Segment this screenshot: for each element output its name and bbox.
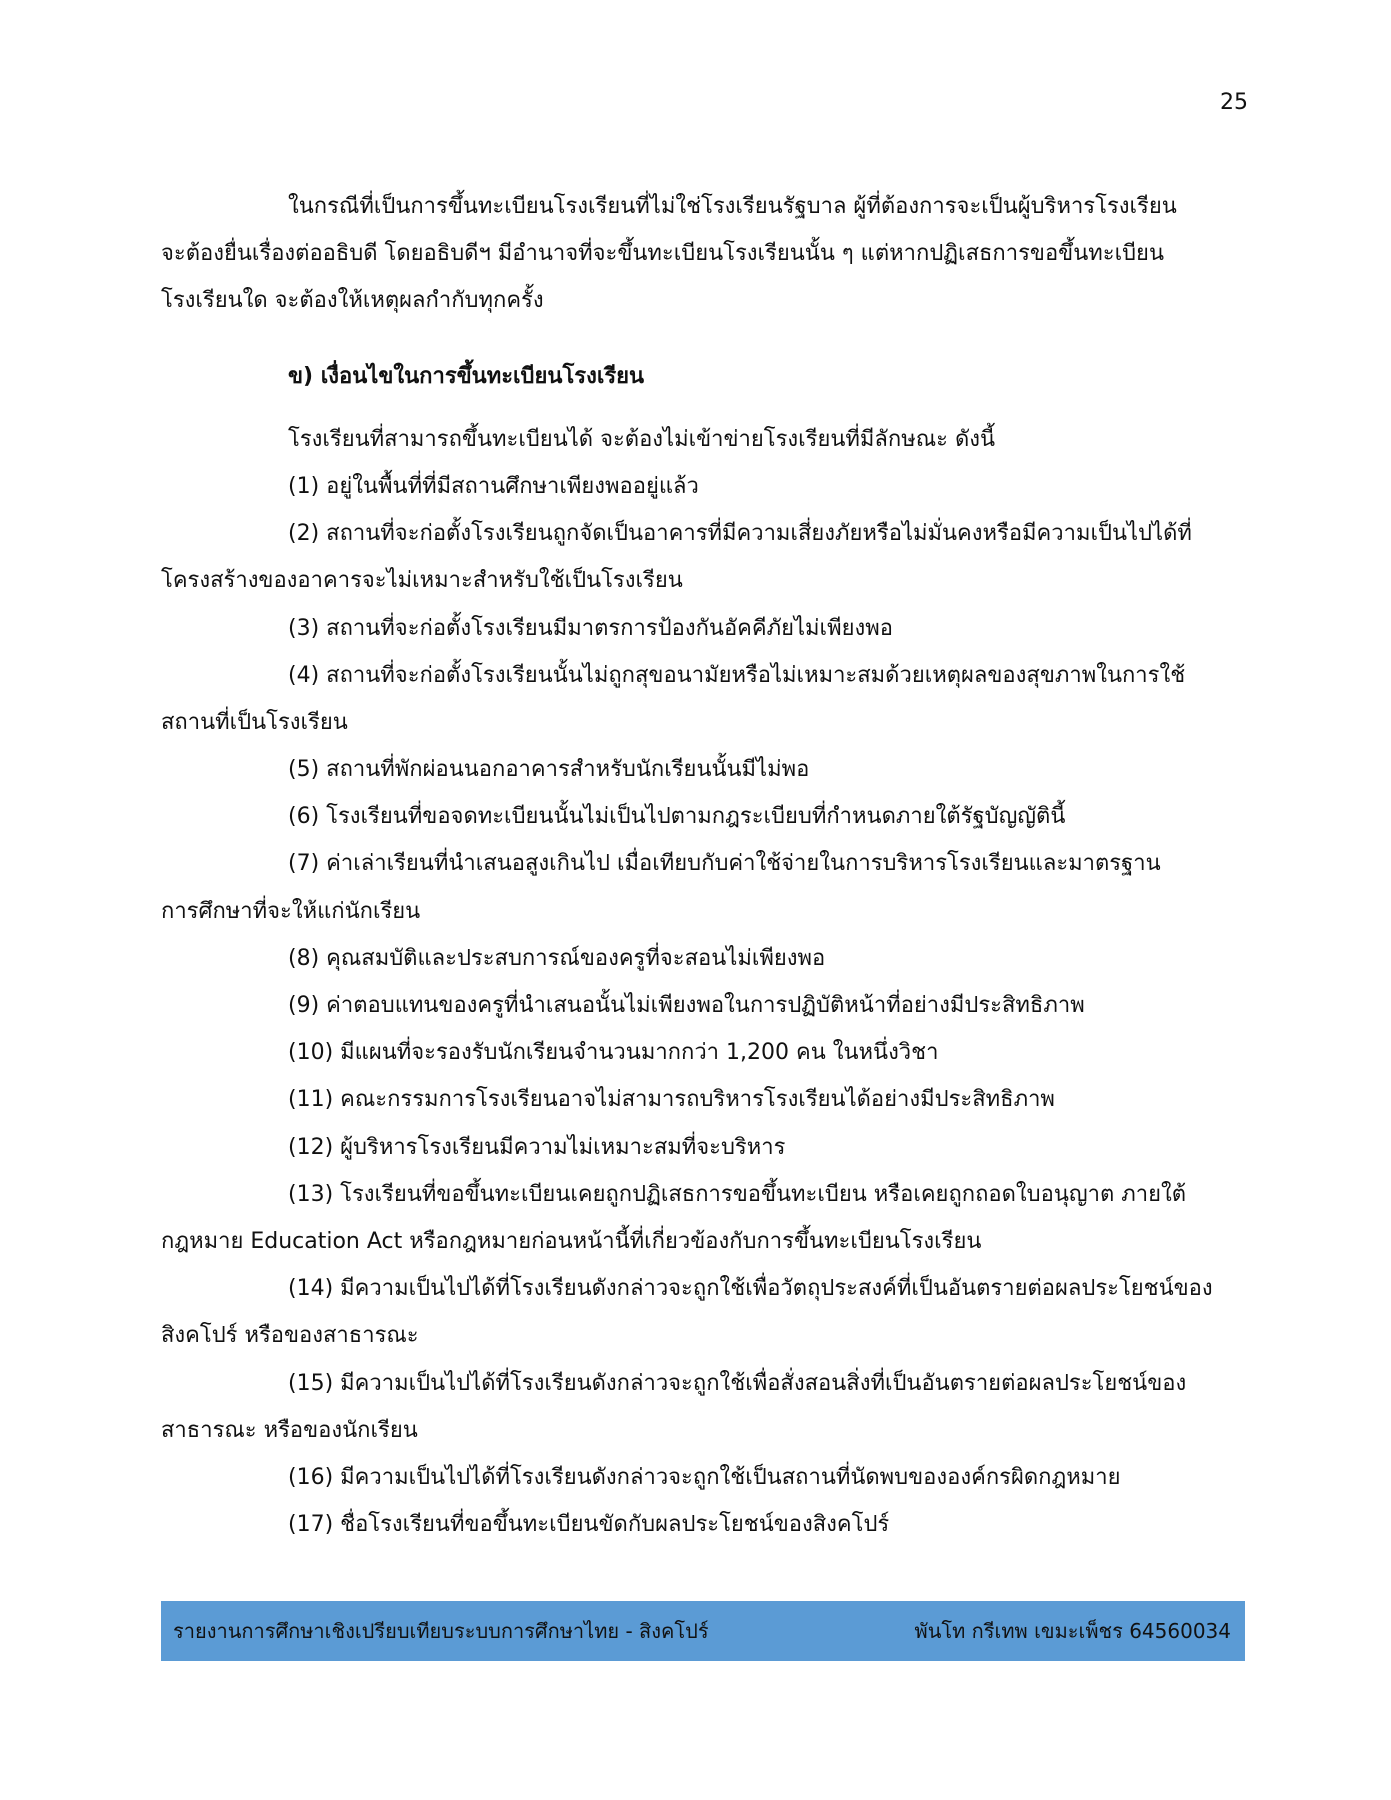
- list-item-line: (1) อยู่ในพื้นที่ที่มีสถานศึกษาเพียงพออยู่แล้ว: [288, 473, 699, 499]
- paragraph-line: ในกรณีที่เป็นการขึ้นทะเบียนโรงเรียนที่ไม่ใช่โรงเรียนรัฐบาล ผู้ที่ต้องการจะเป็นผู้บริหารโรงเรียน: [288, 194, 1177, 219]
- list-item-line: โครงสร้างของอาคารจะไม่เหมาะสำหรับใช้เป็นโรงเรียน: [161, 568, 683, 594]
- footer-bar: [161, 1601, 1245, 1661]
- list-item-line: (13) โรงเรียนที่ขอขึ้นทะเบียนเคยถูกปฏิเสธการขอขึ้นทะเบียน หรือเคยถูกถอดใบอนุญาต ภายใต้: [288, 1181, 1187, 1207]
- list-item-line: (16) มีความเป็นไปได้ที่โรงเรียนดังกล่าวจะถูกใช้เป็นสถานที่นัดพบขององค์กรผิดกฎหมาย: [288, 1464, 1121, 1490]
- list-item-line: (11) คณะกรรมการโรงเรียนอาจไม่สามารถบริหารโรงเรียนได้อย่างมีประสิทธิภาพ: [288, 1087, 1055, 1113]
- list-item-line: (10) มีแผนที่จะรองรับนักเรียนจำนวนมากกว่า 1,200 คน ในหนึ่งวิชา: [288, 1040, 939, 1066]
- section-heading: ข) เงื่อนไขในการขึ้นทะเบียนโรงเรียน: [288, 363, 645, 389]
- list-item-line: (6) โรงเรียนที่ขอจดทะเบียนนั้นไม่เป็นไปตามกฎระเบียบที่กำหนดภายใต้รัฐบัญญัตินี้: [288, 804, 1066, 830]
- document-body: [161, 183, 1245, 1548]
- paragraph-line: โรงเรียนใด จะต้องให้เหตุผลกำกับทุกครั้ง: [161, 288, 544, 314]
- list-item-line: สาธารณะ หรือของนักเรียน: [161, 1417, 418, 1443]
- list-item: [161, 746, 1245, 793]
- list-item: [161, 1501, 1245, 1548]
- lead-paragraph: โรงเรียนที่สามารถขึ้นทะเบียนได้ จะต้องไม่เข้าข่ายโรงเรียนที่มีลักษณะ ดังนี้: [288, 426, 996, 452]
- conditions-list: [161, 463, 1245, 1548]
- page-number: 25: [1220, 90, 1248, 115]
- list-item-line: (4) สถานที่จะก่อตั้งโรงเรียนนั้นไม่ถูกสุขอนามัยหรือไม่เหมาะสมด้วยเหตุผลของสุขภาพในการใช้: [288, 662, 1186, 688]
- list-item: [161, 1454, 1245, 1501]
- list-item: [161, 1076, 1245, 1123]
- list-item-line: (7) ค่าเล่าเรียนที่นำเสนอสูงเกินไป เมื่อเทียบกับค่าใช้จ่ายในการบริหารโรงเรียนและมาตรฐาน: [288, 851, 1161, 877]
- list-item: [161, 793, 1245, 840]
- list-item: [161, 982, 1245, 1029]
- list-item-line: การศึกษาที่จะให้แก่นักเรียน: [161, 898, 421, 924]
- list-item-line: สถานที่เป็นโรงเรียน: [161, 709, 348, 735]
- list-item-line: (2) สถานที่จะก่อตั้งโรงเรียนถูกจัดเป็นอาคารที่มีความเสี่ยงภัยหรือไม่มั่นคงหรือมีความเป็นไปได้ที่: [288, 521, 1192, 547]
- list-item-line: (8) คุณสมบัติและประสบการณ์ของครูที่จะสอนไม่เพียงพอ: [288, 945, 826, 971]
- list-item: [161, 1265, 1245, 1359]
- list-item: [161, 510, 1245, 604]
- intro-paragraph: [161, 183, 1245, 325]
- list-item: [161, 1029, 1245, 1076]
- list-item: [161, 605, 1245, 652]
- paragraph-line: จะต้องยื่นเรื่องต่ออธิบดี โดยอธิบดีฯ มีอำนาจที่จะขึ้นทะเบียนโรงเรียนนั้น ๆ แต่หากปฏิเสธการขอขึ้นทะเบียน: [161, 241, 1164, 267]
- footer-report-title: รายงานการศึกษาเชิงเปรียบเทียบระบบการศึกษาไทย - สิงคโปร์: [173, 1619, 709, 1643]
- list-item: [161, 1360, 1245, 1454]
- list-item-line: (3) สถานที่จะก่อตั้งโรงเรียนมีมาตรการป้องกันอัคคีภัยไม่เพียงพอ: [288, 615, 893, 641]
- list-item-line: สิงคโปร์ หรือของสาธารณะ: [161, 1323, 419, 1349]
- list-item: [161, 463, 1245, 510]
- list-item-line: (17) ชื่อโรงเรียนที่ขอขึ้นทะเบียนขัดกับผลประโยชน์ของสิงคโปร์: [288, 1512, 890, 1538]
- list-item: [161, 652, 1245, 746]
- list-item-line: (5) สถานที่พักผ่อนนอกอาคารสำหรับนักเรียนนั้นมีไม่พอ: [288, 757, 810, 783]
- footer-author: พันโท กรีเทพ เขมะเพ็ชร 64560034: [914, 1619, 1231, 1643]
- list-item: [161, 1124, 1245, 1171]
- list-item: [161, 1171, 1245, 1265]
- list-item-line: (12) ผู้บริหารโรงเรียนมีความไม่เหมาะสมที่จะบริหาร: [288, 1134, 786, 1160]
- list-item: [161, 840, 1245, 934]
- list-item: [161, 935, 1245, 982]
- list-item-line: (15) มีความเป็นไปได้ที่โรงเรียนดังกล่าวจะถูกใช้เพื่อสั่งสอนสิ่งที่เป็นอันตรายต่อผลประโยชน์ของ: [288, 1370, 1187, 1396]
- list-item-line: (9) ค่าตอบแทนของครูที่นำเสนอนั้นไม่เพียงพอในการปฏิบัติหน้าที่อย่างมีประสิทธิภาพ: [288, 993, 1085, 1018]
- list-item-line: กฎหมาย Education Act หรือกฎหมายก่อนหน้านี้ที่เกี่ยวข้องกับการขึ้นทะเบียนโรงเรียน: [161, 1228, 982, 1254]
- list-item-line: (14) มีความเป็นไปได้ที่โรงเรียนดังกล่าวจะถูกใช้เพื่อวัตถุประสงค์ที่เป็นอันตรายต่อผลประโยชน์ของ: [288, 1276, 1213, 1302]
